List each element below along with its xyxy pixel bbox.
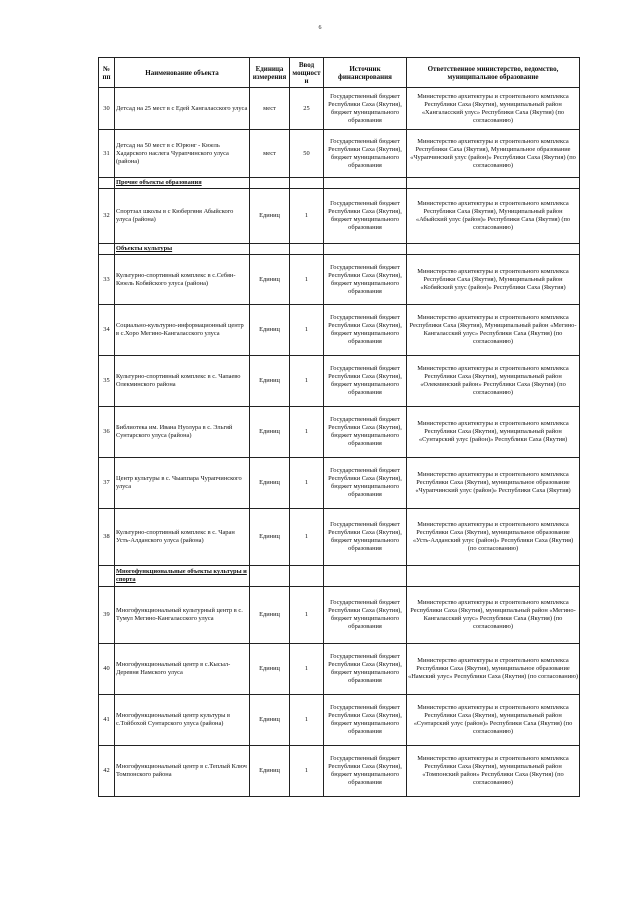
unit: Единиц (250, 356, 290, 407)
table-row (99, 407, 580, 458)
table-row (99, 695, 580, 746)
header-unit: Единица измерения (250, 58, 290, 88)
financing-source: Государственный бюджет Республики Саха (Якутия), бюджет муниципального образования (324, 458, 407, 509)
financing-source: Государственный бюджет Республики Саха (Якутия), бюджет муниципального образования (324, 644, 407, 695)
table-row (99, 644, 580, 695)
responsible-ministry: Министерство архитектуры и строительного комплекса Республики Саха (Якутия), Муниципальный район «Кобяйский улус (район)» Республики Саха (Якутия) (407, 255, 580, 305)
financing-source: Государственный бюджет Республики Саха (Якутия), бюджет муниципального образования (324, 255, 407, 305)
row-num: 39 (99, 587, 115, 644)
object-name: Многофункциональный центр в с.Кысыл-Деревня Намского улуса (115, 644, 250, 695)
header-qty: Ввод мощност и (290, 58, 324, 88)
quantity: 1 (290, 695, 324, 746)
unit: Единиц (250, 509, 290, 566)
quantity: 1 (290, 509, 324, 566)
section-title: Многофункциональные объекты культуры и спорта (115, 566, 250, 587)
row-num: 35 (99, 356, 115, 407)
table-row (99, 458, 580, 509)
object-name: Многофункциональный центр в с.Теплый Ключ Томпонского района (115, 746, 250, 797)
object-name: Спортзал школы в с Кюбергяня Абыйского улуса (района) (115, 189, 250, 244)
quantity: 1 (290, 189, 324, 244)
responsible-ministry: Министерство архитектуры и строительного комплекса Республики Саха (Якутия), муниципальное образование «Чурапчинский улус (район)» Республики Саха (Якутия) (407, 458, 580, 509)
table-row (99, 255, 580, 305)
table-row (99, 189, 580, 244)
unit: Единиц (250, 458, 290, 509)
quantity: 1 (290, 644, 324, 695)
section-row (99, 244, 580, 255)
row-num: 37 (99, 458, 115, 509)
object-name: Многофункциональный центр культуры в с.Тойбохой Сунтарского улуса (района) (115, 695, 250, 746)
responsible-ministry: Министерство архитектуры и строительного комплекса Республики Саха (Якутия), муниципальное образование «Намский улус» Республики Саха (Якутия) (по согласованию) (407, 644, 580, 695)
row-num: 41 (99, 695, 115, 746)
unit: Единиц (250, 746, 290, 797)
row-num: 38 (99, 509, 115, 566)
object-name: Социально-культурно-информационный центр в с.Хоро Мегино-Кангаласского улуса (115, 305, 250, 356)
quantity: 1 (290, 458, 324, 509)
object-name: Детсад на 25 мест в с Едей Хангаласского улуса (115, 88, 250, 130)
table-row (99, 88, 580, 130)
financing-source: Государственный бюджет Республики Саха (Якутия), бюджет муниципального образования (324, 189, 407, 244)
object-name: Культурно-спортивный комплекс в с.Себян-Кюель Кобяйского улуса (района) (115, 255, 250, 305)
table-row (99, 587, 580, 644)
financing-source: Государственный бюджет Республики Саха (Якутия), бюджет муниципального образования (324, 407, 407, 458)
financing-source: Государственный бюджет Республики Саха (Якутия), бюджет муниципального образования (324, 130, 407, 178)
unit: мест (250, 130, 290, 178)
quantity: 1 (290, 587, 324, 644)
quantity: 1 (290, 746, 324, 797)
table-row (99, 130, 580, 178)
page-number: 6 (318, 25, 322, 31)
row-num: 31 (99, 130, 115, 178)
responsible-ministry: Министерство архитектуры и строительного комплекса Республики Саха (Якутия), муниципальное образование «Усть-Алданский улус (район)» Республики Саха (Якутия) (по согласованию) (407, 509, 580, 566)
unit: Единиц (250, 305, 290, 356)
financing-source: Государственный бюджет Республики Саха (Якутия), бюджет муниципального образования (324, 356, 407, 407)
object-name: Культурно-спортивный комплекс в с. Чапаево Олекминского района (115, 356, 250, 407)
row-num: 33 (99, 255, 115, 305)
object-name: Центр культуры в с. Чыаппара Чурапчинского улуса (115, 458, 250, 509)
object-name: Многофункциональный культурный центр в с. Тумул Мегино-Кангаласского улуса (115, 587, 250, 644)
table-row (99, 305, 580, 356)
responsible-ministry: Министерство архитектуры и строительного комплекса Республики Саха (Якутия), муниципальный район «Мегино-Кангаласский улус» Республики Саха (Якутия) (по согласованию) (407, 587, 580, 644)
responsible-ministry: Министерство архитектуры и строительного комплекса Республики Саха (Якутия), Муниципальное образование «Чурапчинский улус (район)» Республики Саха (Якутия) (по согласованию) (407, 130, 580, 178)
unit: Единиц (250, 255, 290, 305)
row-num: 32 (99, 189, 115, 244)
header-responsible: Ответственное министерство, ведомство, муниципальное образование (407, 58, 580, 88)
table-header-row (99, 58, 580, 88)
quantity: 1 (290, 255, 324, 305)
row-num: 36 (99, 407, 115, 458)
unit: мест (250, 88, 290, 130)
responsible-ministry: Министерство архитектуры и строительного комплекса Республики Саха (Якутия), муниципальный район «Сунтарский улус (район)» Республики Саха (Якутия) (по согласованию) (407, 695, 580, 746)
section-title: Прочие объекты образования (115, 178, 250, 189)
financing-source: Государственный бюджет Республики Саха (Якутия), бюджет муниципального образования (324, 587, 407, 644)
table-row (99, 509, 580, 566)
row-num: 30 (99, 88, 115, 130)
header-num: № пп (99, 58, 115, 88)
unit: Единиц (250, 587, 290, 644)
responsible-ministry: Министерство архитектуры и строительного комплекса Республики Саха (Якутия), муниципальный район «Олекминский район» Республики Саха (Якутия) (по согласованию) (407, 356, 580, 407)
unit: Единиц (250, 189, 290, 244)
quantity: 1 (290, 305, 324, 356)
section-row (99, 178, 580, 189)
responsible-ministry: Министерство архитектуры и строительного комплекса Республики Саха (Якутия), Муниципальный район «Мегино-Кангаласский улус» Республики Саха (Якутия) (по согласованию) (407, 305, 580, 356)
table-row (99, 356, 580, 407)
unit: Единиц (250, 407, 290, 458)
object-name: Библиотека им. Ивана Нуолура в с. Эльгяй Сунтарского улуса (района) (115, 407, 250, 458)
unit: Единиц (250, 644, 290, 695)
section-title: Объекты культуры (115, 244, 250, 255)
header-name: Наименование объекта (115, 58, 250, 88)
table-row (99, 746, 580, 797)
object-name: Культурно-спортивный комплекс в с. Чаран Усть-Алданского улуса (района) (115, 509, 250, 566)
header-financing: Источник финансирования (324, 58, 407, 88)
financing-source: Государственный бюджет Республики Саха (Якутия), бюджет муниципального образования (324, 695, 407, 746)
financing-source: Государственный бюджет Республики Саха (Якутия), бюджет муниципального образования (324, 88, 407, 130)
responsible-ministry: Министерство архитектуры и строительного комплекса Республики Саха (Якутия), муниципальный район «Хангаласский улус» Республики Саха (Якутия) (по согласованию) (407, 88, 580, 130)
responsible-ministry: Министерство архитектуры и строительного комплекса Республики Саха (Якутия), муниципальный район «Томпонский район» Республики Саха (Якутия) (по согласованию) (407, 746, 580, 797)
quantity: 25 (290, 88, 324, 130)
quantity: 1 (290, 356, 324, 407)
quantity: 1 (290, 407, 324, 458)
row-num: 34 (99, 305, 115, 356)
section-row (99, 566, 580, 587)
unit: Единиц (250, 695, 290, 746)
responsible-ministry: Министерство архитектуры и строительного комплекса Республики Саха (Якутия), Муниципальный район «Абыйский улус (район)» Республики Саха (Якутия) (по согласованию) (407, 189, 580, 244)
object-name: Детсад на 50 мест в с Юрюнг - Кюель Хадарского наслега Чурапчинского улуса (района) (115, 130, 250, 178)
objects-table (98, 57, 580, 797)
financing-source: Государственный бюджет Республики Саха (Якутия), бюджет муниципального образования (324, 509, 407, 566)
financing-source: Государственный бюджет Республики Саха (Якутия), бюджет муниципального образования (324, 746, 407, 797)
row-num: 40 (99, 644, 115, 695)
financing-source: Государственный бюджет Республики Саха (Якутия), бюджет муниципального образования (324, 305, 407, 356)
row-num: 42 (99, 746, 115, 797)
responsible-ministry: Министерство архитектуры и строительного комплекса Республики Саха (Якутия), муниципальный район «Сунтарский улус (район)» Республики Саха (Якутия) (407, 407, 580, 458)
quantity: 50 (290, 130, 324, 178)
